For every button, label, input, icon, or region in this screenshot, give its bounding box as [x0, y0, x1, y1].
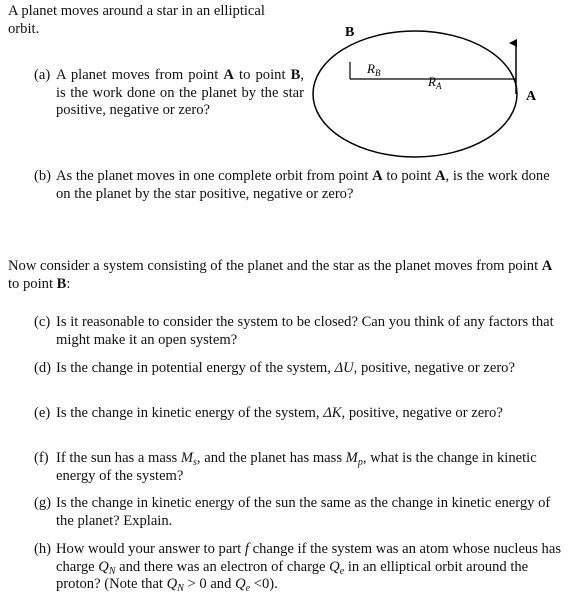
question-a-label: (a): [34, 67, 51, 83]
question-f: (f) If the sun has a mass $M_s$, and the planet has mass $M_p$, what is the change in kinetic energy of the system?: [34, 450, 537, 484]
orbit-diagram: [300, 18, 573, 178]
system-intro: Now consider a system consisting of the planet and the star as the planet moves from point A to point B:: [8, 258, 553, 292]
rb-label: $R_B$: [367, 61, 381, 78]
question-h: (h) How would your answer to part f change if the system was an atom whose nucleus has charge $Q_N$ and there was an electron of charge $Q_e$ in an elliptical orbit around the proton? (Note that $Q_N > 0$ and $Q_e <0$).: [34, 541, 562, 594]
point-b-label: B: [345, 25, 355, 40]
question-f-label: (f): [34, 450, 49, 466]
question-e-label: (e): [34, 405, 51, 421]
intro-text: [8, 3, 308, 38]
intro-line-1: A planet moves around a star in an elliptical: [8, 3, 265, 19]
point-a-label: A: [526, 89, 537, 104]
question-c-label: (c): [34, 314, 51, 330]
question-a: (a) A planet moves from point A to point B, is the work done on the planet by the star positive, negative or zero?: [34, 67, 304, 118]
question-g-label: (g): [34, 495, 52, 511]
elliptical-orbit: [313, 31, 517, 157]
ra-label: $R_A$: [428, 74, 442, 91]
intro-line-2: orbit.: [8, 20, 40, 37]
question-c: (c) Is it reasonable to consider the system to be closed? Can you think of any factors that might make it an open system?: [34, 314, 554, 348]
question-g: (g) Is the change in kinetic energy of the sun the same as the change in kinetic energy of the planet? Explain.: [34, 495, 551, 529]
question-b-label: (b): [34, 168, 52, 184]
question-h-label: (h): [34, 541, 52, 557]
question-b: (b) As the planet moves in one complete orbit from point A to point A, is the work done on the planet by the star positive, negative or zero?: [34, 168, 550, 202]
question-d: (d) Is the change in potential energy of the system, ΔU, positive, negative or zero?: [34, 360, 515, 376]
question-d-label: (d): [34, 360, 52, 376]
question-e: (e) Is the change in kinetic energy of the system, ΔK, positive, negative or zero?: [34, 405, 503, 421]
